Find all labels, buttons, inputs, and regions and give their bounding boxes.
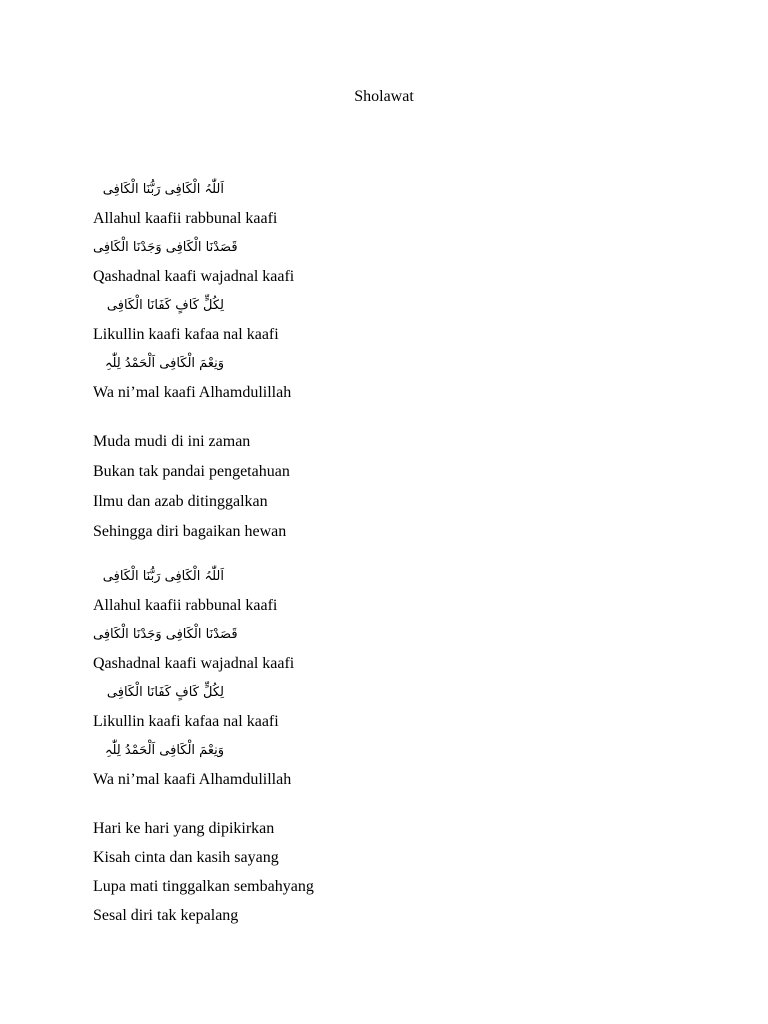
arabic-line [93,678,224,707]
refrain-stanza-1 [93,175,693,407]
verse-stanza-1 [93,427,693,547]
arabic-line [93,291,224,320]
transliteration-line: Qashadnal kaafi wajadnal kaafi [93,655,295,672]
arabic-line [93,620,238,649]
arabic-text: وَنِعْمَ الْکَافِی اَلْحَمْدُ لِلّٰہِ [104,356,224,371]
arabic-text: لِکُلٍّ کَافٍ کَفَانَا الْکَافِی [106,298,224,313]
arabic-text: لِکُلٍّ کَافٍ کَفَانَا الْکَافِی [106,685,224,700]
page-title: Sholawat [354,88,414,105]
verse-line: Kisah cinta dan kasih sayang [93,849,279,866]
transliteration-line: Wa ni’mal kaafi Alhamdulillah [93,384,292,401]
arabic-line [93,349,224,378]
arabic-line [93,175,224,204]
verse-line: Sesal diri tak kepalang [93,907,239,924]
verse-line: Hari ke hari yang dipikirkan [93,820,275,837]
arabic-text: وَنِعْمَ الْکَافِی اَلْحَمْدُ لِلّٰہِ [104,743,224,758]
transliteration-line: Allahul kaafii rabbunal kaafi [93,210,278,227]
verse-line: Sehingga diri bagaikan hewan [93,523,287,540]
transliteration-line: Likullin kaafi kafaa nal kaafi [93,326,279,343]
arabic-text: قَصَدْنَا الْکَافِی وَجَدْنَا الْکَافِی [93,240,238,255]
transliteration-line: Allahul kaafii rabbunal kaafi [93,597,278,614]
verse-line: Bukan tak pandai pengetahuan [93,463,290,480]
verse-line: Lupa mati tinggalkan sembahyang [93,878,314,895]
transliteration-line: Qashadnal kaafi wajadnal kaafi [93,268,295,285]
arabic-text: اَللّٰہُ الْکَافِی رَبُّنَا الْکَافِی [102,182,224,197]
verse-line: Ilmu dan azab ditinggalkan [93,493,268,510]
arabic-line [93,562,224,591]
transliteration-line: Likullin kaafi kafaa nal kaafi [93,713,279,730]
arabic-line [93,736,224,765]
transliteration-line: Wa ni’mal kaafi Alhamdulillah [93,771,292,788]
arabic-text: اَللّٰہُ الْکَافِی رَبُّنَا الْکَافِی [102,569,224,584]
verse-line: Muda mudi di ini zaman [93,433,251,450]
arabic-line [93,233,238,262]
arabic-text: قَصَدْنَا الْکَافِی وَجَدْنَا الْکَافِی [93,627,238,642]
verse-stanza-2 [93,814,693,930]
refrain-stanza-2 [93,562,693,794]
